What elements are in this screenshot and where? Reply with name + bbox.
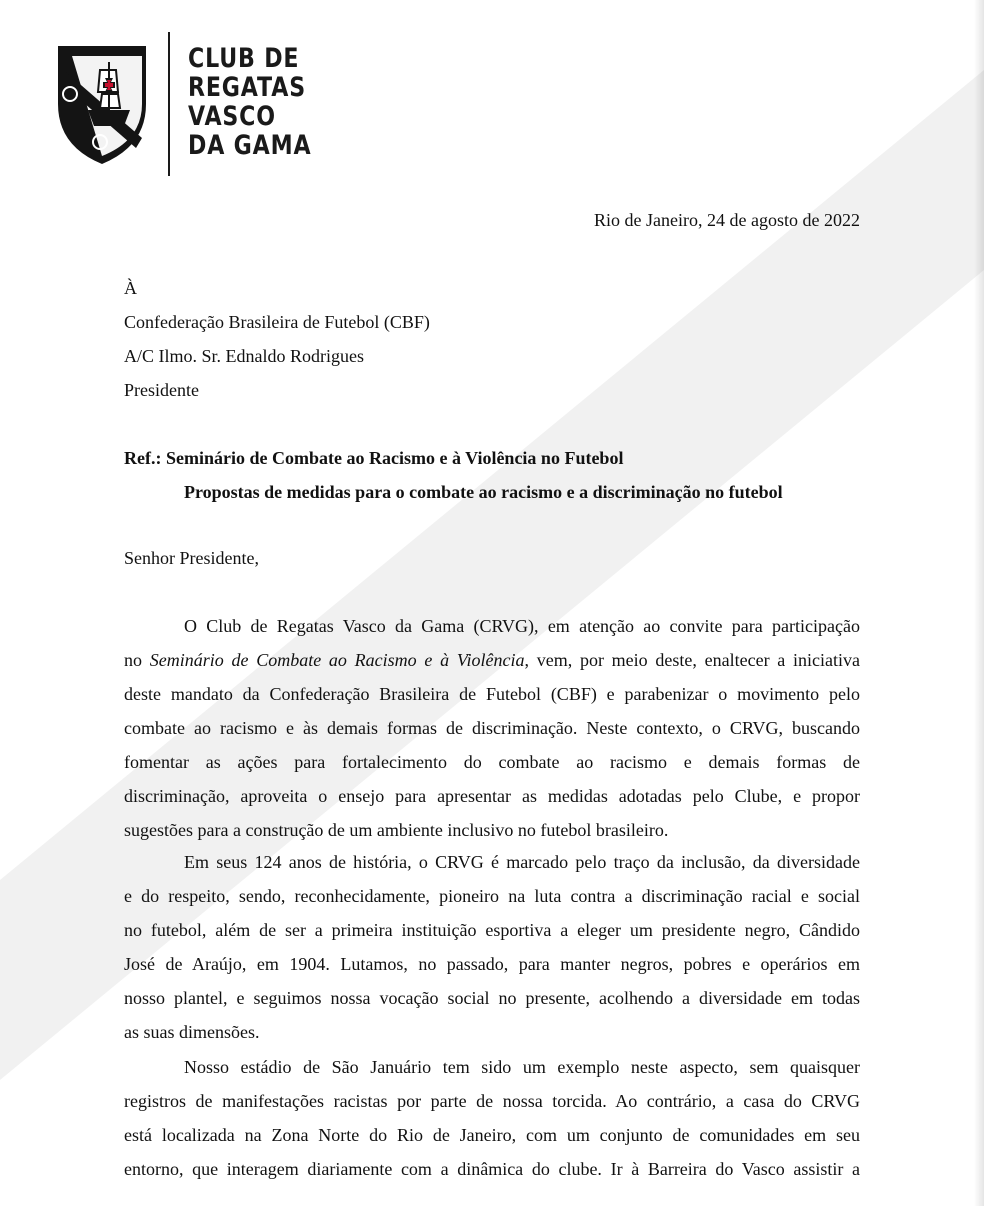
vasco-crest-icon <box>52 42 152 168</box>
page-edge <box>974 0 984 1206</box>
paragraph-line: nosso plantel, e seguimos nossa vocação social no presente, acolhendo a diversidade em todas <box>124 988 860 1008</box>
recipient-attention: A/C Ilmo. Sr. Ednaldo Rodrigues <box>124 346 364 366</box>
paragraph-line: combate ao racismo e às demais formas de discriminação. Neste contexto, o CRVG, buscando <box>124 718 860 738</box>
recipient-organization: Confederação Brasileira de Futebol (CBF) <box>124 312 430 332</box>
recipient-to: À <box>124 278 137 298</box>
club-name-line: REGATAS <box>188 72 306 103</box>
header-divider <box>168 32 170 176</box>
paragraph-line: sugestões para a construção de um ambiente inclusivo no futebol brasileiro. <box>124 820 669 840</box>
paragraph-line: está localizada na Zona Norte do Rio de Janeiro, com um conjunto de comunidades em seu <box>124 1125 860 1145</box>
salutation: Senhor Presidente, <box>124 548 259 568</box>
paragraph-1 <box>124 609 860 847</box>
paragraph-line: entorno, que interagem diariamente com a dinâmica do clube. Ir à Barreira do Vasco assistir a <box>124 1159 860 1179</box>
paragraph-3 <box>124 1050 860 1186</box>
paragraph-line: José de Araújo, em 1904. Lutamos, no passado, para manter negros, pobres e operários em <box>124 954 860 974</box>
club-name <box>188 43 312 161</box>
club-name-line: VASCO <box>188 101 276 132</box>
paragraph-line: Nosso estádio de São Januário tem sido um exemplo neste aspecto, sem quaisquer <box>184 1057 860 1077</box>
seminar-title: Seminário de Combate ao Racismo e à Violência <box>149 650 525 670</box>
paragraph-line: Em seus 124 anos de história, o CRVG é marcado pelo traço da inclusão, da diversidade <box>184 852 860 872</box>
paragraph-line: as suas dimensões. <box>124 1022 260 1042</box>
paragraph-line: O Club de Regatas Vasco da Gama (CRVG), em atenção ao convite para participação <box>184 616 860 636</box>
reference-subject: Propostas de medidas para o combate ao racismo e a discriminação no futebol <box>184 482 783 502</box>
paragraph-line: no Seminário de Combate ao Racismo e à Violência, vem, por meio deste, enaltecer a iniciativa <box>124 650 860 670</box>
paragraph-line: no futebol, além de ser a primeira instituição esportiva a eleger um presidente negro, Cândido <box>124 920 860 940</box>
club-name-line: DA GAMA <box>188 130 312 161</box>
reference-line: Ref.: Seminário de Combate ao Racismo e à Violência no Futebol <box>124 448 624 468</box>
recipient-title: Presidente <box>124 380 199 400</box>
paragraph-line: registros de manifestações racistas por parte de nossa torcida. Ao contrário, a casa do CRVG <box>124 1091 860 1111</box>
letter-date: Rio de Janeiro, 24 de agosto de 2022 <box>594 210 860 230</box>
paragraph-2 <box>124 845 860 1049</box>
paragraph-line: discriminação, aproveita o ensejo para apresentar as medidas adotadas pelo Clube, e propor <box>124 786 860 806</box>
paragraph-line: deste mandato da Confederação Brasileira de Futebol (CBF) e parabenizar o movimento pelo <box>124 684 860 704</box>
club-name-line: CLUB DE <box>188 43 300 74</box>
paragraph-line: fomentar as ações para fortalecimento do combate ao racismo e demais formas de <box>124 752 860 772</box>
paragraph-line: e do respeito, sendo, reconhecidamente, pioneiro na luta contra a discriminação racial e social <box>124 886 860 906</box>
